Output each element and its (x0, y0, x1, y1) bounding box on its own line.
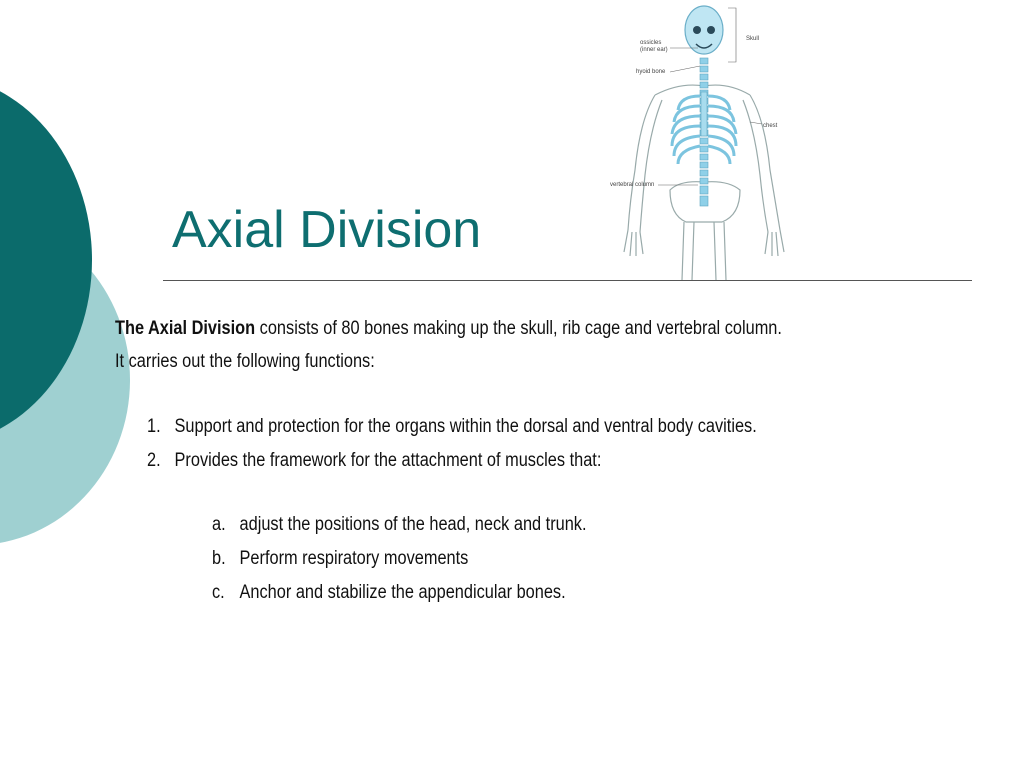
list-marker: a. (212, 514, 226, 535)
label-ossicles: ossicles (640, 40, 662, 46)
intro-rest: consists of 80 bones making up the skull, rib cage and vertebral column. (255, 318, 782, 339)
list-item (212, 508, 587, 542)
label-skull: Skull (746, 36, 760, 42)
list-item-text: Perform respiratory movements (239, 548, 469, 569)
muscle-functions-list (212, 508, 648, 610)
list-item-text: Provides the framework for the attachment of muscles that: (174, 450, 602, 471)
list-item (147, 410, 757, 444)
list-item-text: Anchor and stabilize the appendicular bones. (239, 582, 566, 603)
list-marker: b. (212, 548, 226, 569)
intro-paragraph (115, 312, 1020, 378)
label-chest: chest (763, 123, 778, 129)
intro-bold: The Axial Division (115, 318, 256, 339)
list-item-text: adjust the positions of the head, neck and trunk. (239, 514, 587, 535)
label-hyoid: hyoid bone (636, 69, 666, 75)
label-vertebral: vertebral column (610, 182, 655, 188)
label-inner-ear: (inner ear) (640, 47, 668, 53)
slide-title: Axial Division (172, 201, 482, 259)
intro-line2: It carries out the following functions: (115, 351, 375, 372)
list-item (212, 576, 566, 610)
list-item (212, 542, 468, 576)
title-divider (163, 280, 972, 281)
list-marker: 1. (147, 416, 161, 437)
skeleton-illustration (600, 0, 820, 280)
list-marker: c. (212, 582, 225, 603)
list-item-text: Support and protection for the organs within the dorsal and ventral body cavities. (174, 416, 757, 437)
functions-list (147, 410, 856, 478)
list-marker: 2. (147, 450, 161, 471)
list-item (147, 444, 601, 478)
